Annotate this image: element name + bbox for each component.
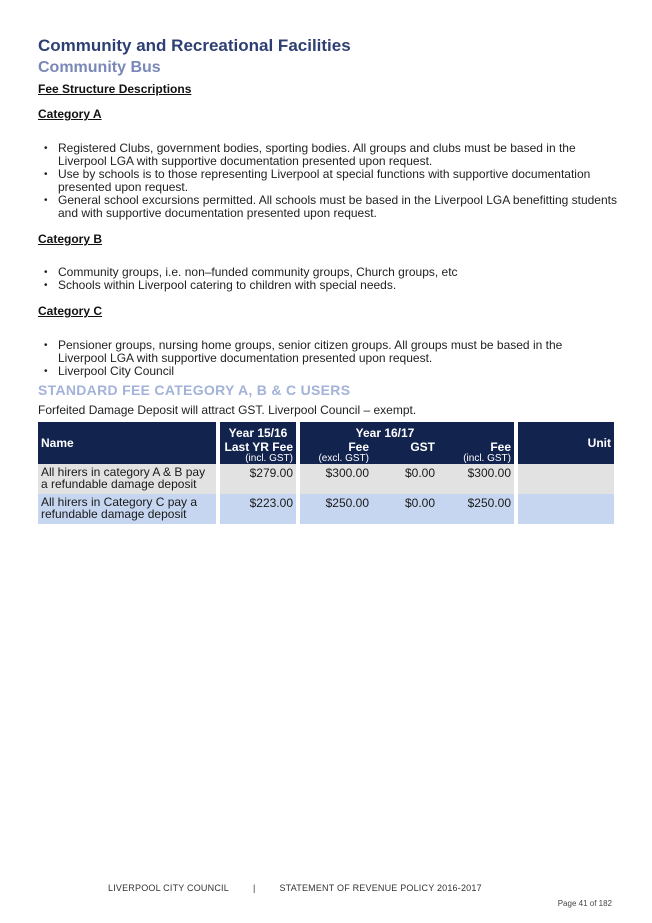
list-item: • Liverpool City Council: [38, 365, 603, 378]
cell-fee-excl: $250.00: [300, 494, 372, 524]
col-header-name: Name: [38, 422, 216, 464]
col-header-unit: Unit: [518, 422, 614, 464]
category-c-list: [38, 339, 603, 378]
category-a-list: [38, 142, 618, 220]
cell-gst: $0.00: [372, 494, 438, 524]
fee-table: [38, 422, 614, 524]
cell-name: All hirers in Category C pay a refundable damage deposit: [38, 494, 216, 524]
col-header-fee-excl-label: Fee: [348, 440, 369, 454]
list-item: • Schools within Liverpool catering to children with special needs.: [38, 279, 618, 292]
cell-fee-incl: $300.00: [438, 464, 514, 494]
col-header-fee-incl-sub: (incl. GST): [463, 453, 511, 464]
list-item: • Pensioner groups, nursing home groups, senior citizen groups. All groups must be based in the Liverpool LGA with supportive documentation presented upon request.: [38, 339, 603, 365]
page-number: Page 41 of 182: [557, 899, 612, 908]
col-header-year1617: Year 16/17: [355, 426, 415, 440]
footer-doc: STATEMENT OF REVENUE POLICY 2016-2017: [279, 883, 482, 893]
page-footer: [108, 883, 482, 893]
list-item: • Use by schools is to those representing Liverpool at special functions with supportive documentation presented upon request.: [38, 168, 618, 194]
fee-intro: Forfeited Damage Deposit will attract GST. Liverpool Council – exempt.: [38, 403, 417, 417]
list-item: • General school excursions permitted. All schools must be based in the Liverpool LGA benefitting students and with supportive documentation presented upon request.: [38, 194, 618, 220]
category-b-list: [38, 266, 618, 292]
cell-unit: [518, 464, 614, 494]
cell-gst: $0.00: [372, 464, 438, 494]
cell-fee-incl: $250.00: [438, 494, 514, 524]
cell-last-yr: $223.00: [220, 494, 296, 524]
col-header-gst-label: GST: [410, 440, 435, 454]
table-row: [38, 494, 614, 524]
list-item: • Community groups, i.e. non–funded community groups, Church groups, etc: [38, 266, 618, 279]
list-item: • Registered Clubs, government bodies, sporting bodies. All groups and clubs must be based in the Liverpool LGA with supportive documentation presented upon request.: [38, 142, 618, 168]
fee-section-title: STANDARD FEE CATEGORY A, B & C USERS: [38, 382, 351, 398]
col-header-last-yr-label: Last YR Fee: [224, 440, 293, 454]
cell-fee-excl: $300.00: [300, 464, 372, 494]
page-heading: Community and Recreational Facilities: [38, 36, 351, 55]
section-title: Fee Structure Descriptions: [38, 82, 192, 96]
col-header-fee-incl: [438, 422, 514, 464]
cell-name: All hirers in category A & B pay a refundable damage deposit: [38, 464, 216, 494]
category-a-label: Category A: [38, 107, 102, 121]
cell-unit: [518, 494, 614, 524]
category-b-label: Category B: [38, 232, 103, 246]
col-header-last-yr-sub: (incl. GST): [245, 453, 293, 464]
page-subheading: Community Bus: [38, 59, 161, 76]
col-header-year1516: Year 15/16: [228, 426, 288, 440]
col-header-fee-excl-sub: (excl. GST): [318, 453, 369, 464]
footer-org: LIVERPOOL CITY COUNCIL: [108, 883, 229, 893]
table-row: [38, 464, 614, 494]
col-header-last-yr: [220, 422, 296, 464]
cell-last-yr: $279.00: [220, 464, 296, 494]
category-c-label: Category C: [38, 304, 103, 318]
col-header-fee-incl-label: Fee: [490, 440, 511, 454]
footer-separator: |: [252, 883, 256, 893]
